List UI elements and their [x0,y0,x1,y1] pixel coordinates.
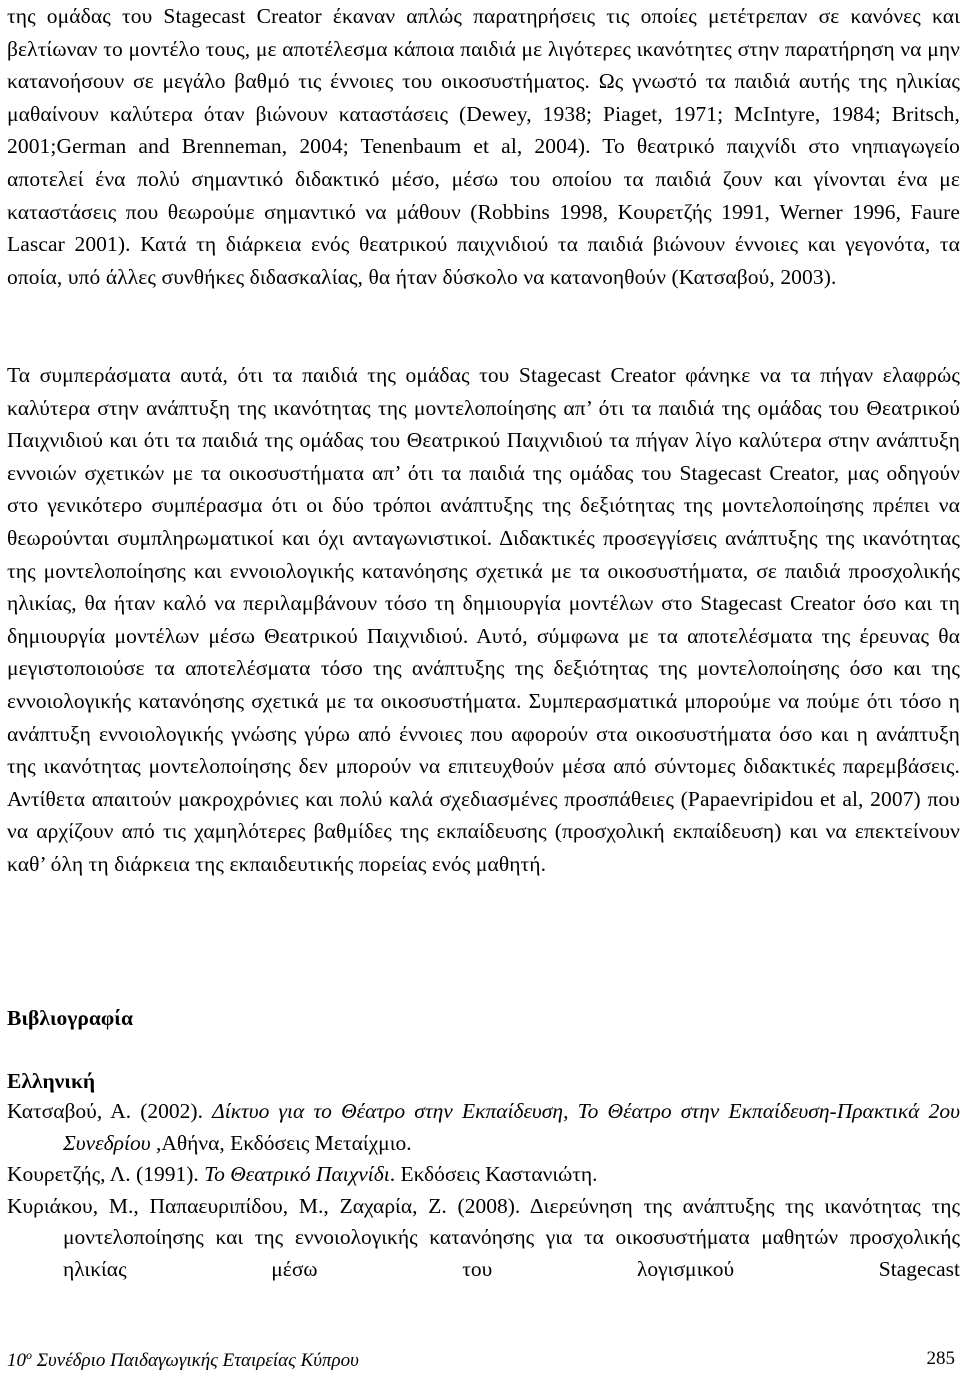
reference-list [7,1096,960,1285]
page-footer [7,1348,955,1372]
bibliography-subheading-greek: Ελληνική [7,1069,96,1093]
bibliography-heading: Βιβλιογραφία [7,1006,133,1030]
body-paragraph-2 [7,359,960,881]
body-paragraph-1 [7,0,960,293]
reference-publisher: . Εκδόσεις Καστανιώτη. [389,1162,598,1186]
conference-ordinal: ο [26,1348,32,1362]
paragraph-1-part-2: Το θεατρικό παιχνίδι στο νηπιαγωγείο αποτελεί ένα πολύ σημαντικό διδακτικό μέσο, μέσω του οποίου τα παιδιά ζουν και γίνονται ένα με καταστάσεις που θεωρούμε σημαντικό να μάθουν (Robbins 1998, Κουρετζής 1991, Werner 1996, Faure Lascar 2001). Κατά τη διάρκεια ενός θεατρικού παιχνιδιού τα παιδιά βιώνουν έννοιες και γεγονότα, τα οποία, υπό άλλες συνθήκες διδασκαλίας, θα ήταν δύσκολο να κατανοηθούν (Κατσαβού, 2003). [7,134,960,289]
conference-title: Συνέδριο Παιδαγωγικής Εταιρείας Κύπρου [32,1350,359,1371]
page-number: 285 [926,1348,955,1369]
paragraph-2-part-4: Συμπερασματικά μπορούμε να πούμε ότι τόσο η ανάπτυξη εννοιολογικής γνώσης γύρω από έννοιες που αφορούν στα οικοσυστήματα όσο και η ανάπτυξη της ικανότητας μοντελοποίησης δεν μπορούν να επιτευχθούν μέσα από σύντομες διδακτικές παρεμβάσεις. [7,688,960,779]
reference-item [7,1096,960,1159]
reference-item [7,1159,960,1191]
reference-title: Το Θεατρικό Παιχνίδι [204,1162,390,1186]
paragraph-2-part-1: Τα συμπεράσματα αυτά, ότι τα παιδιά της ομάδας του Stagecast Creator φάνηκε να τα πήγαν ελαφρώς καλύτερα στην ανάπτυξη της ικανότητας της μοντελοποίησης απ’ ότι τα παιδιά της ομάδας του Θεατρικού Παιχνιδιού και ότι τα παιδιά της ομάδας του Θεατρικού Παιχνιδιού τα πήγαν λίγο καλύτερα στην ανάπτυξη εννοιών σχετικών με τα οικοσυστήματα απ’ ότι τα παιδιά της ομάδας του Stagecast Creator, μας οδηγούν στο γενικότερο συμπέρασμα ότι οι δύο τρόποι ανάπτυξης της δεξιότητας της μοντελοποίησης πρέπει να θεωρούνται συμπληρωματικοί και όχι ανταγωνιστικοί. [7,363,960,550]
reference-item [7,1191,960,1286]
conference-name [7,1348,359,1372]
paragraph-2-part-3: Αυτό, σύμφωνα με τα αποτελέσματα της έρευνας θα μεγιστοποιούσε τα αποτελέσματα τόσο της ανάπτυξης της δεξιότητας της μοντελοποίησης όσο και της εννοιολογικής κατανόησης σχετικά με τα οικοσυστήματα. [7,623,960,713]
reference-title: Δίκτυο για το Θέατρο στην Εκπαίδευση, Το Θέατρο στην Εκπαίδευση-Πρακτικά 2ου Συνεδρίου [63,1099,960,1155]
reference-publisher: ,Αθήνα, Εκδόσεις Μεταίχμιο. [150,1130,412,1155]
paragraph-1-part-1: της ομάδας του Stagecast Creator έκαναν απλώς παρατηρήσεις τις οποίες μετέτρεπαν σε κανόνες και βελτίωναν το μοντέλο τους, με αποτέλεσμα κάποια παιδιά με λιγότερες ικανότητες στην παρατήρηση να μην κατανοήσουν σε μεγάλο βαθμό τις έννοιες του οικοσυστήματος. Ως γνωστό τα παιδιά αυτής της ηλικίας μαθαίνουν καλύτερα όταν βιώνουν καταστάσεις (Dewey, 1938; Piaget, 1971; McIntyre, 1984; Britsch, 2001;German and Brenneman, 2004; Tenenbaum et al, 2004). [7,4,960,159]
paragraph-2-part-2: Διδακτικές προσεγγίσεις ανάπτυξης της ικανότητας της μοντελοποίησης και εννοιολογικής κατανόησης σχετικά με τα οικοσυστήματα, σε παιδιά προσχολικής ηλικίας, θα ήταν καλό να περιλαμβάνουν τόσο τη δημιουργία μοντέλων στο Stagecast Creator όσο και τη δημιουργία μοντέλων μέσω Θεατρικού Παιχνιδιού. [7,525,960,648]
reference-title: Διερεύνηση της ανάπτυξης της ικανότητας της μοντελοποίησης και της εννοιολογικής κατανόησης για τα οικοσυστήματα μαθητών προσχολικής ηλικίας μέσω του λογισμικού Stagecast [63,1193,960,1281]
reference-authors: Κουρετζής, Λ. (1991). [7,1162,205,1186]
paragraph-2-part-5: Αντίθετα απαιτούν μακροχρόνιες και πολύ καλά σχεδιασμένες προσπάθειες (Papaevripidou et al, 2007) που να αρχίζουν από τις χαμηλότερες βαθμίδες της εκπαίδευσης (προσχολική εκπαίδευση) και να επεκτείνουν καθ’ όλη τη διάρκεια της εκπαιδευτικής πορείας ενός μαθητή. [7,786,960,876]
reference-authors: Κυριάκου, Μ., Παπαευριπίδου, Μ., Ζαχαρία, Ζ. (2008). [7,1193,530,1218]
conference-number: 10 [7,1350,26,1371]
reference-authors: Κατσαβού, Α. (2002). [7,1099,213,1123]
